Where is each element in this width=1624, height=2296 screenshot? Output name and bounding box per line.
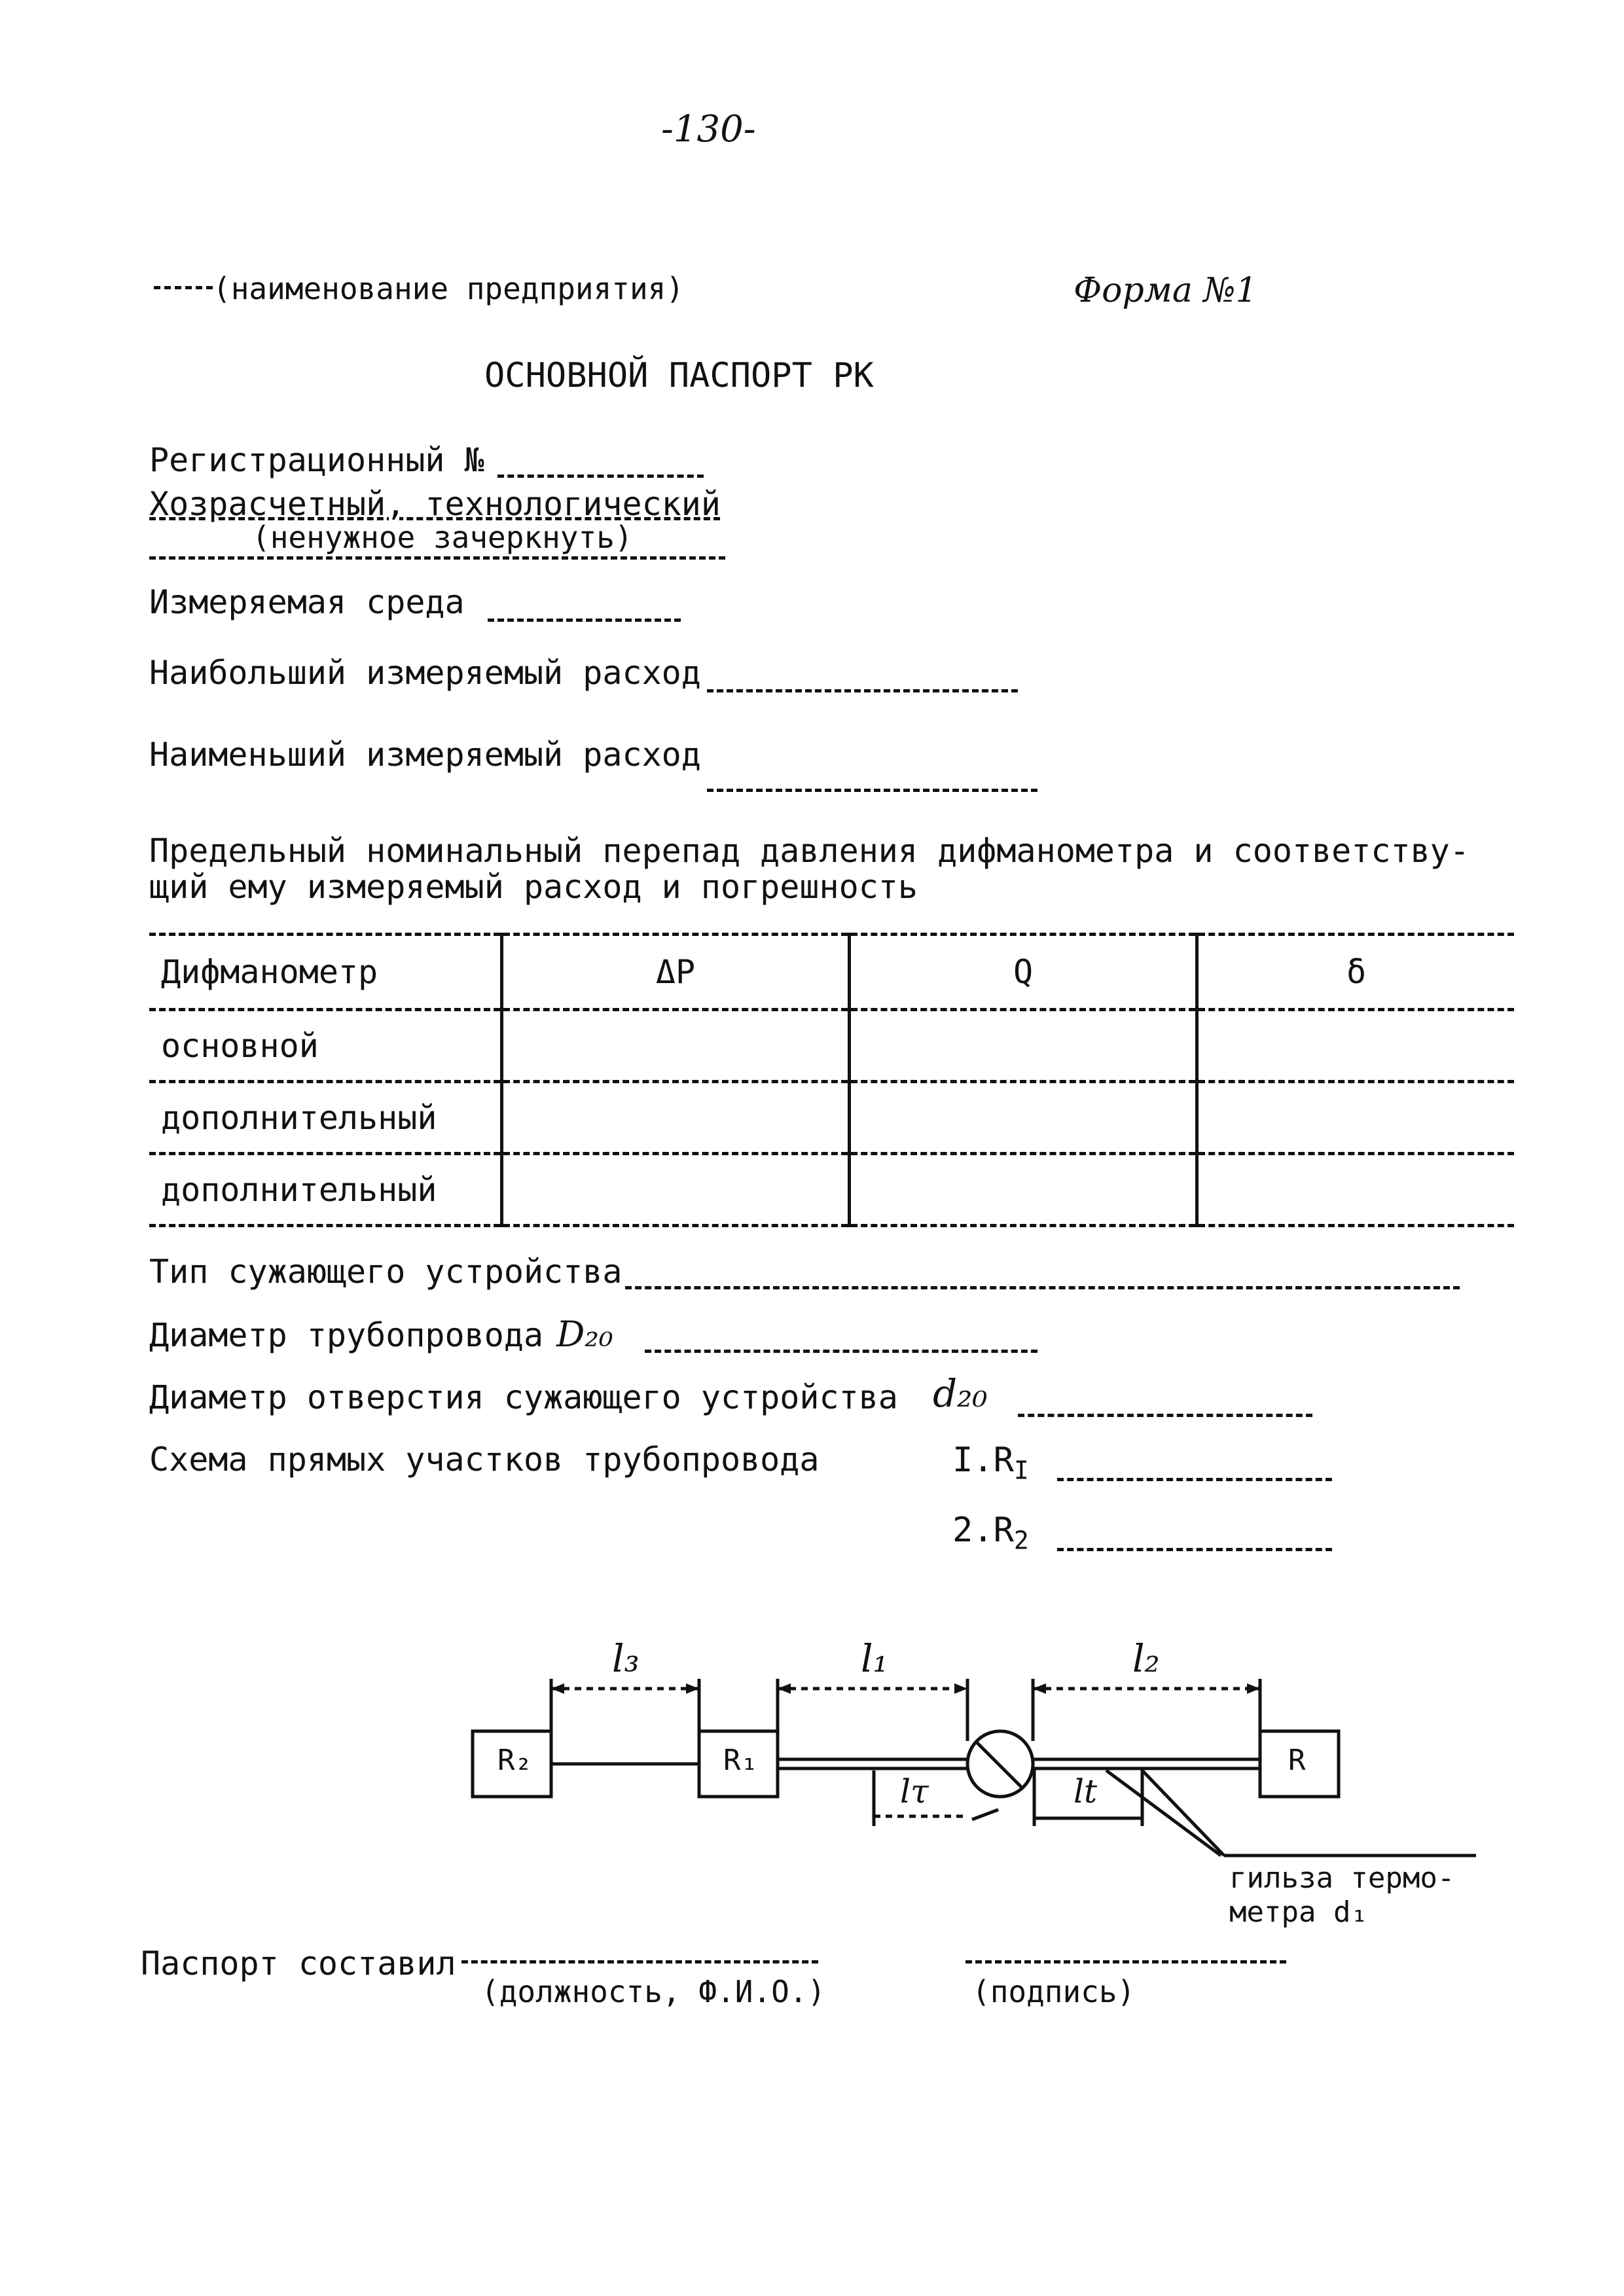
signature-caption: (подпись) — [972, 1974, 1136, 2009]
leader-line — [1142, 1770, 1224, 1856]
header-difmanometer: Дифманометр — [149, 935, 502, 1010]
accounting-type: Хозрасчетный, технологический — [149, 485, 721, 523]
position-name-caption: (должность, Ф.И.О.) — [481, 1974, 826, 2009]
min-flow-label: Наименьший измеряемый расход — [149, 736, 701, 774]
leader-line — [1106, 1770, 1221, 1856]
pipe-diameter-label: Диаметр трубопровода — [149, 1316, 544, 1354]
label-lt-left: lτ — [900, 1772, 929, 1810]
orifice-diameter-symbol: d₂₀ — [933, 1371, 988, 1416]
signature-blank — [965, 1960, 1286, 1964]
page-title: ОСНОВНОЙ ПАСПОРТ РК — [484, 356, 874, 395]
header-delta-p: ΔP — [502, 935, 850, 1010]
label-lt-right: lt — [1074, 1772, 1098, 1810]
header-q: Q — [850, 935, 1197, 1010]
compiled-by-blank — [461, 1960, 818, 1964]
thermo-sleeve-line2: метра d₁ — [1229, 1895, 1368, 1929]
box-r2-label: R₂ — [497, 1744, 532, 1777]
strike-note: (ненужное зачеркнуть) — [252, 520, 633, 555]
r2-text: 2.R — [952, 1511, 1014, 1550]
box-r1-label: R₁ — [723, 1744, 758, 1777]
thermo-sleeve-line1: гильза термо- — [1229, 1861, 1455, 1895]
orifice-plate — [975, 1741, 1021, 1787]
straight-sections-label: Схема прямых участков трубопровода — [149, 1441, 820, 1479]
table-caption-line2: щий ему измеряемый расход и погрешность — [149, 868, 918, 906]
label-l2: l₂ — [1132, 1636, 1160, 1681]
r1-text: I.R — [952, 1441, 1014, 1480]
table-caption-line1: Предельный номинальный перепад давления дифманометра и соответству- — [149, 832, 1470, 870]
r1-subscript: I — [1013, 1456, 1029, 1485]
row-label: основной — [149, 1010, 502, 1082]
row-label: дополнительный — [149, 1082, 502, 1154]
max-flow-label: Наибольший измеряемый расход — [149, 654, 701, 692]
header-delta: δ — [1197, 935, 1515, 1010]
row-label: дополнительный — [149, 1154, 502, 1226]
registration-label: Регистрационный № — [149, 441, 484, 479]
page-number: -130- — [661, 108, 756, 151]
pipe-diameter-symbol: D₂₀ — [556, 1314, 613, 1355]
device-type-label: Тип сужающего устройства — [149, 1253, 623, 1291]
form-label: Форма №1 — [1074, 271, 1257, 310]
orifice-diameter-label: Диаметр отверстия сужающего устройства — [149, 1378, 898, 1416]
box-r-label: R — [1288, 1744, 1306, 1777]
label-l3: l₃ — [612, 1636, 640, 1681]
compiled-by-label: Паспорт составил — [141, 1945, 456, 1982]
enterprise-label: (наименование предприятия) — [213, 271, 685, 306]
thermo-mark — [972, 1810, 998, 1820]
medium-label: Измеряемая среда — [149, 583, 465, 621]
label-l1: l₁ — [861, 1636, 888, 1681]
r2-subscript: 2 — [1013, 1526, 1029, 1555]
